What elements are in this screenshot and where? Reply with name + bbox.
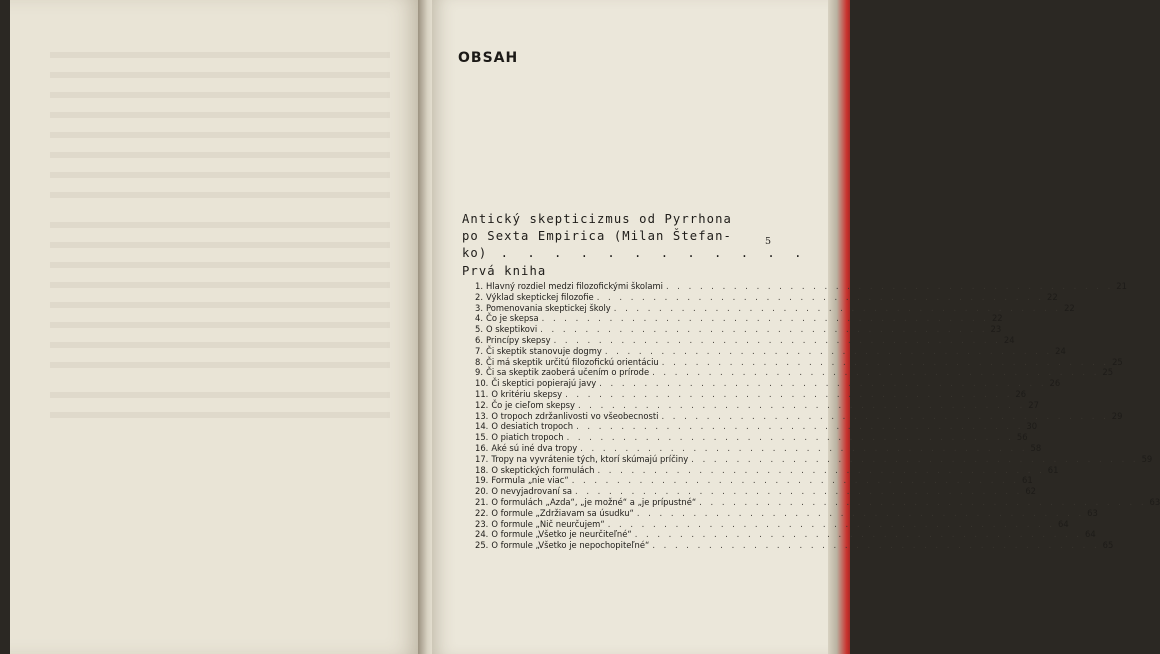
- toc-entry-leader: . . . . . . . . . . . . . . . . . . . . . . . . . . . . . . . . . . . . . . . .: [607, 518, 1055, 529]
- show-through-text: [50, 362, 390, 368]
- show-through-text: [50, 342, 390, 348]
- toc-entry-leader: . . . . . . . . . . . . . . . . . . . . . . . . . . . . . . . . . . . . . . . .: [596, 291, 1045, 302]
- intro-title-line: [462, 245, 808, 262]
- toc-entry-number: 5.: [475, 324, 483, 335]
- intro-title: [462, 211, 808, 262]
- toc-entry: [475, 291, 1058, 303]
- toc-entry-page: 61: [1022, 475, 1033, 486]
- toc-entry-leader: . . . . . . . . . . . . . . . . . . . . . . . . . . . . . . . . . . . . . . . .: [553, 334, 1001, 345]
- show-through-text: [50, 392, 390, 398]
- toc-entry: [475, 410, 1123, 422]
- toc-entry-number: 8.: [475, 356, 483, 367]
- toc-entry-page: 22: [1064, 302, 1075, 313]
- toc-entry-title: O formule „Všetko je neurčiteľné“: [491, 529, 632, 540]
- toc-entry-leader: . . . . . . . . . . . . . . . . . . . . . . . . . . . . . . . . . . . . . . . .: [652, 367, 1100, 378]
- toc-entry-leader: . . . . . . . . . . . . . . . . . . . . . . . . . . . . . . . . . . . . . . . .: [699, 496, 1147, 507]
- toc-entry: [475, 475, 1033, 486]
- toc-entry-number: 24.: [475, 529, 489, 540]
- toc-entry-title: Či skeptici popierajú javy: [491, 378, 597, 389]
- toc-entry-leader: . . . . . . . . . . . . . . . . . . . . . . . . . . . . . . . . . . . . . . . .: [661, 410, 1109, 421]
- toc-entry-title: Čo je skepsa: [486, 313, 539, 324]
- toc-entry-title: O formule „Všetko je nepochopiteľné“: [491, 540, 650, 551]
- toc-entry-page: 64: [1085, 529, 1096, 540]
- toc-entry-page: 26: [1049, 378, 1061, 389]
- toc-entry-number: 14.: [475, 421, 489, 432]
- toc-entry-title: O skeptikovi: [486, 324, 538, 335]
- show-through-text: [50, 222, 390, 228]
- toc-entry-title: Pomenovania skeptickej školy: [486, 302, 611, 313]
- toc-entry-page: 56: [1016, 432, 1028, 443]
- toc-entry: [475, 302, 1075, 314]
- toc-entry-leader: . . . . . . . . . . . . . . . . . . . . . . . . . . . . . . . . . . . . . . . .: [566, 432, 1014, 443]
- toc-entry-number: 7.: [475, 345, 483, 356]
- intro-page-number: 5: [765, 236, 772, 247]
- toc-entry: [475, 529, 1096, 540]
- toc-entry: [475, 432, 1028, 443]
- show-through-text: [50, 92, 390, 98]
- toc-entry: [475, 464, 1059, 476]
- toc-entry-leader: . . . . . . . . . . . . . . . . . . . . . . . . . . . . . . . . . . . . . . . .: [575, 486, 1023, 497]
- toc-entry-page: 26: [1015, 388, 1027, 399]
- show-through-text: [50, 72, 390, 78]
- toc-entry: [475, 324, 1002, 335]
- toc-entry-title: Aké sú iné dva tropy: [491, 442, 578, 453]
- toc-entry-leader: . . . . . . . . . . . . . . . . . . . . . . . . . . . . . . . . . . . . . . . .: [613, 302, 1062, 313]
- toc-entry-page: 29: [1111, 410, 1123, 421]
- toc-list: [475, 281, 1160, 551]
- toc-entry-title: O piatich tropoch: [491, 432, 564, 443]
- toc-entry-page: 62: [1025, 486, 1036, 497]
- toc-entry-title: O desiatich tropoch: [491, 421, 574, 432]
- show-through-text: [50, 302, 390, 308]
- toc-entry-leader: . . . . . . . . . . . . . . . . . . . . . . . . . . . . . . . . . . . . . . . .: [634, 529, 1083, 540]
- toc-entry-number: 16.: [475, 442, 489, 453]
- toc-entry-title: O nevyjadrovaní sa: [491, 486, 572, 497]
- toc-entry-page: 65: [1102, 540, 1114, 551]
- toc-entry-leader: . . . . . . . . . . . . . . . . . . . . . . . . . . . . . . . . . . . . . . . .: [599, 378, 1047, 389]
- toc-entry-title: O formule „Nič neurčujem“: [491, 518, 605, 529]
- toc-entry-page: 22: [1047, 291, 1058, 302]
- toc-entry-leader: . . . . . . . . . . . . . . . . . . . . . . . . . . . . . . . . . . . . . . . .: [604, 345, 1053, 356]
- toc-entry: [475, 399, 1039, 411]
- toc-entry-page: 24: [1003, 334, 1015, 345]
- toc-entry-number: 13.: [475, 410, 489, 421]
- toc-entry-title: Hlavný rozdiel medzi filozofickými školami: [486, 281, 663, 291]
- toc-entry: [475, 540, 1114, 551]
- show-through-text: [50, 152, 390, 158]
- toc-entry-number: 6.: [475, 334, 483, 345]
- toc-entry-page: 23: [990, 324, 1002, 335]
- toc-entry-number: 2.: [475, 291, 483, 302]
- toc-entry-page: 24: [1055, 345, 1066, 356]
- show-through-text: [50, 172, 390, 178]
- toc-entry: [475, 507, 1098, 519]
- toc-entry-page: 59: [1141, 453, 1153, 464]
- show-through-text: [50, 52, 390, 58]
- toc-entry: [475, 378, 1061, 389]
- toc-entry-leader: . . . . . . . . . . . . . . . . . . . . . . . . . . . . . . . . . . . . . . . .: [661, 356, 1110, 367]
- toc-entry-title: Princípy skepsy: [486, 334, 551, 345]
- toc-entry-leader: . . . . . . . . . . . . . . . . . . . . . . . . . . . . . . . . . . . . . . . .: [571, 475, 1020, 486]
- toc-entry-title: Či sa skeptik zaoberá učením o prírode: [486, 367, 650, 378]
- toc-entry-leader: . . . . . . . . . . . . . . . . . . . . . . . . . . . . . . . . . . . . . . . .: [691, 453, 1139, 464]
- toc-entry-leader: . . . . . . . . . . . . . . . . . . . . . . . . . . . . . . . . . . . . . . . .: [540, 324, 988, 335]
- toc-entry: [475, 356, 1123, 368]
- intro-title-line: Antický skepticizmus od Pyrrhona: [462, 212, 732, 226]
- toc-entry-leader: . . . . . . . . . . . . . . . . . . . . . . . . . . . . . . . . . . . . . . . .: [565, 388, 1013, 399]
- show-through-text: [50, 192, 390, 198]
- toc-entry-page: 63: [1149, 496, 1160, 507]
- toc-entry-page: 25: [1102, 367, 1114, 378]
- toc-entry-leader: . . . . . . . . . . . . . . . . . . . . . . . . . . . . . . . . . . . . . . . .: [576, 421, 1024, 432]
- toc-entry-title: Čo je cieľom skepsy: [491, 399, 575, 410]
- toc-entry-title: O formulách „Azda“, „je možné“ a „je prípustné“: [491, 496, 697, 507]
- toc-entry-title: Tropy na vyvrátenie tých, ktorí skúmajú príčiny: [491, 453, 689, 464]
- toc-entry: [475, 313, 1003, 324]
- toc-entry: [475, 496, 1160, 508]
- toc-entry-title: Výklad skeptickej filozofie: [486, 291, 594, 302]
- toc-entry: [475, 442, 1042, 454]
- book-heading: Prvá kniha: [462, 264, 547, 278]
- intro-title-leader: . . . . . . . . . . . .: [487, 246, 808, 260]
- toc-entry-leader: . . . . . . . . . . . . . . . . . . . . . . . . . . . . . . . . . . . . . . . .: [636, 507, 1085, 518]
- toc-entry-page: 64: [1058, 518, 1069, 529]
- toc-entry-title: Či má skeptik určitú filozofickú orientáciu: [486, 356, 659, 367]
- toc-entry-title: O kritériu skepsy: [491, 388, 563, 399]
- toc-entry-page: 61: [1047, 464, 1059, 475]
- toc-entry-title: Formula „nie viac“: [491, 475, 569, 486]
- toc-entry: [475, 453, 1153, 465]
- toc-entry-leader: . . . . . . . . . . . . . . . . . . . . . . . . . . . . . . . . . . . . . . . .: [597, 464, 1045, 475]
- toc-entry-page: 63: [1087, 507, 1098, 518]
- contents-heading: OBSAH: [458, 50, 519, 66]
- toc-entry-number: 4.: [475, 313, 483, 324]
- toc-entry-page: 58: [1030, 442, 1042, 453]
- toc-entry-number: 11.: [475, 388, 489, 399]
- toc-entry-number: 19.: [475, 475, 489, 486]
- toc-entry-number: 1.: [475, 281, 483, 291]
- toc-entry-number: 15.: [475, 432, 489, 443]
- toc-entry: [475, 486, 1036, 497]
- show-through-text: [50, 242, 390, 248]
- toc-entry-number: 12.: [475, 399, 489, 410]
- toc-entry-leader: . . . . . . . . . . . . . . . . . . . . . . . . . . . . . . . . . . . . . . . .: [580, 442, 1028, 453]
- toc-entry-page: 30: [1026, 421, 1038, 432]
- show-through-text: [50, 132, 390, 138]
- toc-entry-number: 9.: [475, 367, 483, 378]
- toc-entry-leader: . . . . . . . . . . . . . . . . . . . . . . . . . . . . . . . . . . . . . . . .: [541, 313, 989, 324]
- toc-entry-page: 21: [1116, 281, 1127, 291]
- toc-entry: [475, 421, 1038, 432]
- toc-entry-number: 25.: [475, 540, 489, 551]
- toc-entry: [475, 345, 1066, 357]
- toc-entry-page: 27: [1028, 399, 1039, 410]
- toc-entry-title: O tropoch zdržanlivosti vo všeobecnosti: [491, 410, 659, 421]
- toc-entry: [475, 281, 1127, 292]
- toc-entry-number: 17.: [475, 453, 489, 464]
- toc-entry-number: 3.: [475, 302, 483, 313]
- show-through-text: [50, 112, 390, 118]
- toc-entry-page: 25: [1112, 356, 1123, 367]
- toc-entry-title: O skeptických formulách: [491, 464, 595, 475]
- toc-entry: [475, 334, 1015, 346]
- left-page: [10, 0, 420, 654]
- show-through-text: [50, 262, 390, 268]
- toc-entry-page: 22: [991, 313, 1003, 324]
- intro-title-line: po Sexta Empirica (Milan Štefan-: [462, 229, 732, 243]
- show-through-text: [50, 322, 390, 328]
- toc-entry-leader: . . . . . . . . . . . . . . . . . . . . . . . . . . . . . . . . . . . . . . . .: [577, 399, 1026, 410]
- toc-entry-leader: . . . . . . . . . . . . . . . . . . . . . . . . . . . . . . . . . . . . . . . .: [665, 281, 1114, 291]
- toc-entry-number: 18.: [475, 464, 489, 475]
- toc-entry-leader: . . . . . . . . . . . . . . . . . . . . . . . . . . . . . . . . . . . . . . . .: [652, 540, 1100, 551]
- toc-entry-number: 10.: [475, 378, 489, 389]
- intro-title-text: ko): [462, 246, 488, 260]
- toc-entry-number: 22.: [475, 507, 489, 518]
- toc-entry-number: 23.: [475, 518, 489, 529]
- show-through-text: [50, 282, 390, 288]
- toc-entry: [475, 518, 1069, 530]
- show-through-text: [50, 412, 390, 418]
- toc-entry-title: O formule „Zdržiavam sa úsudku“: [491, 507, 634, 518]
- toc-entry: [475, 388, 1027, 400]
- toc-entry-number: 21.: [475, 496, 489, 507]
- toc-entry-title: Či skeptik stanovuje dogmy: [486, 345, 602, 356]
- toc-entry-number: 20.: [475, 486, 489, 497]
- toc-entry: [475, 367, 1114, 378]
